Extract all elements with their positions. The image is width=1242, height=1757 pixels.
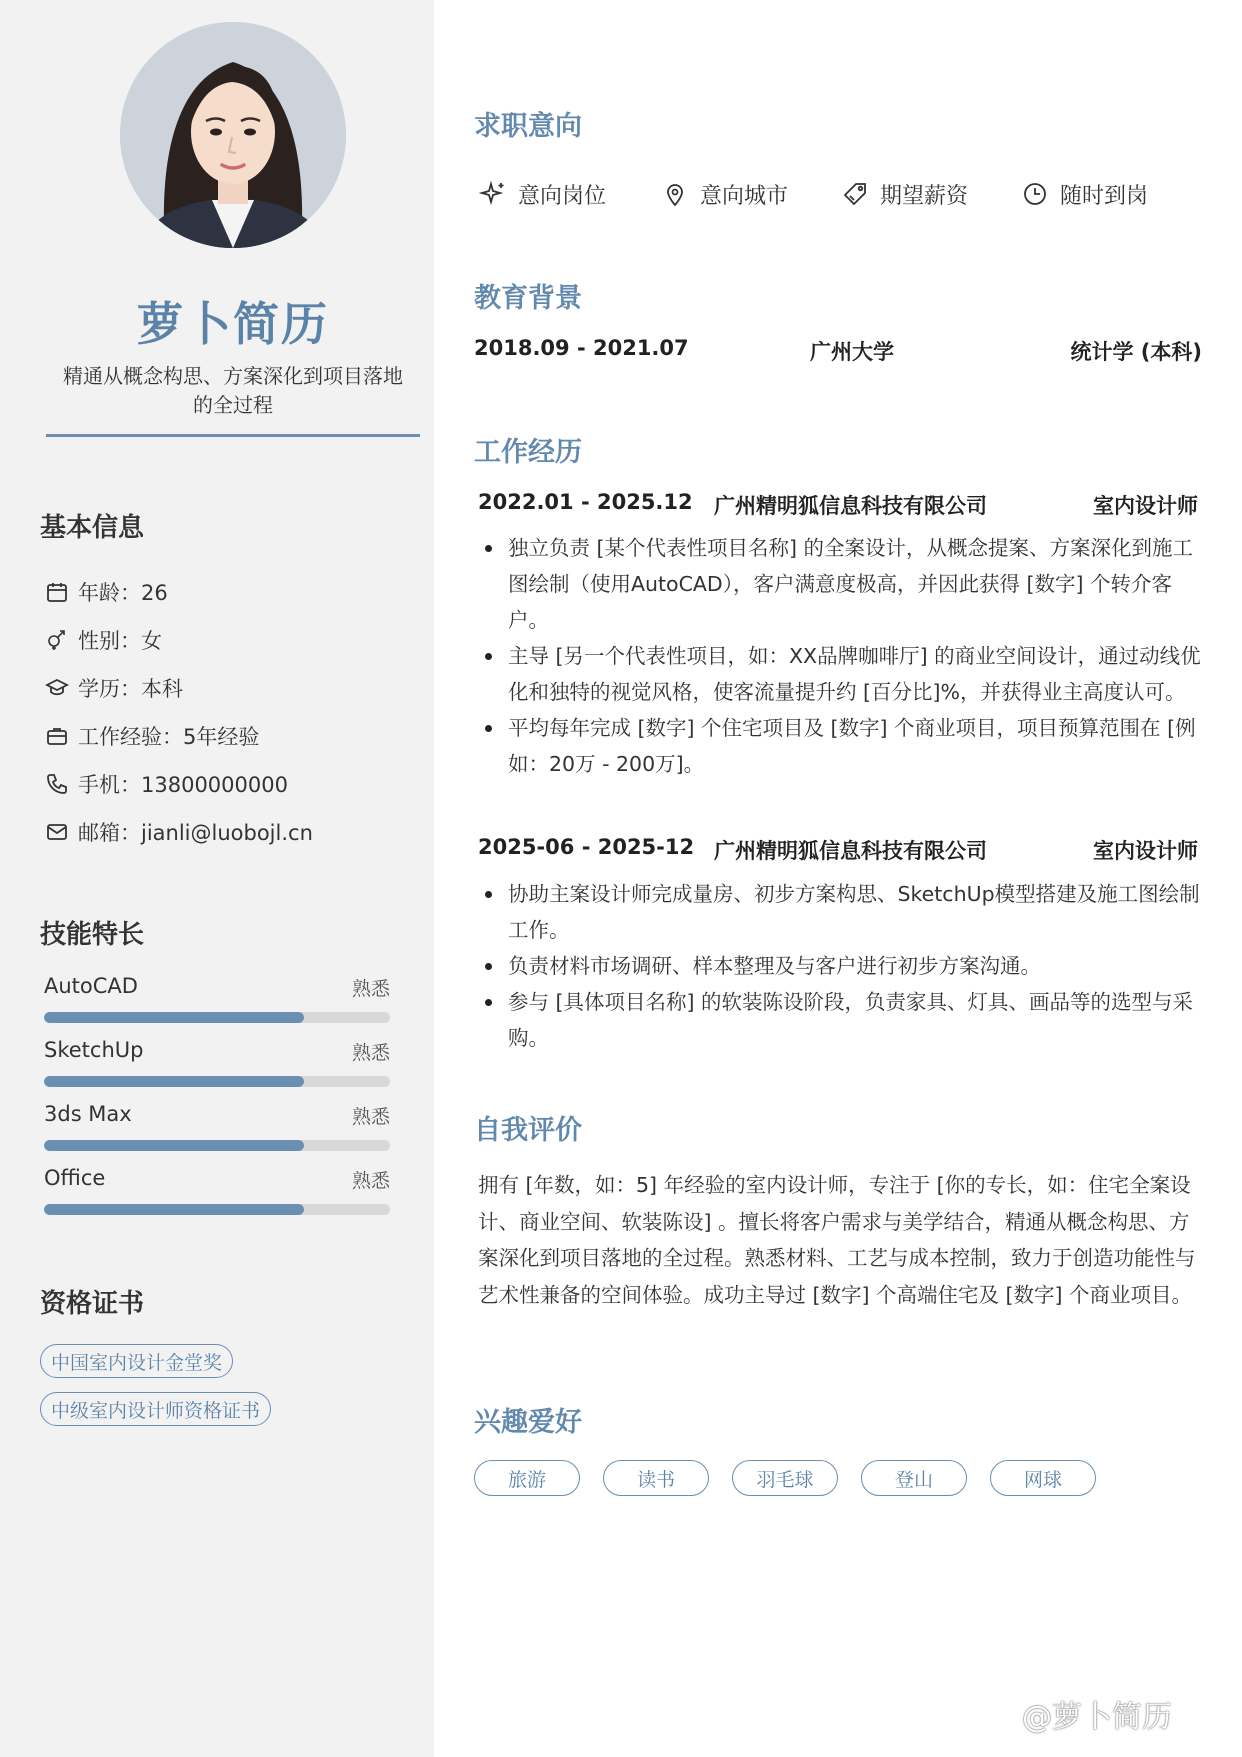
self-evaluation-text: 拥有 [年数，如：5] 年经验的室内设计师，专注于 [你的专长，如：住宅全案设计、商业空间、软装陈设] 。擅长将客户需求与美学结合，精通从概念构思、方案深化到项目落地的全过程。熟悉材料、工艺与成本控制，致力于创造功能性与艺术性兼备的空间体验。成功主导过 [数字] 个高端住宅及 [数字] 个商业项目。: [478, 1173, 1196, 1307]
intent-availability: [1020, 176, 1148, 212]
info-education-text: 学历：本科: [78, 677, 183, 701]
sidebar: [0, 0, 434, 1757]
avatar: [120, 22, 346, 248]
intent-city-text: 意向城市: [700, 183, 789, 209]
intent-salary: [840, 176, 968, 212]
certificate-badge: 中级室内设计师资格证书: [40, 1392, 271, 1426]
skill-name: 3ds Max: [44, 1102, 132, 1126]
skill-name: AutoCAD: [44, 974, 138, 998]
info-age: [44, 568, 424, 616]
work-title: 工作经历: [474, 437, 582, 468]
skill-bar-fill: [44, 1076, 304, 1087]
job-period: 2025-06 - 2025-12: [478, 835, 695, 859]
skill-bar-fill: [44, 1204, 304, 1215]
mail-icon: [44, 819, 70, 845]
gender-icon: [44, 627, 70, 653]
info-email: [44, 808, 424, 856]
intent-city: [660, 176, 788, 212]
certificates-title: 资格证书: [40, 1289, 145, 1319]
hobby-tag: 羽毛球: [732, 1460, 838, 1496]
list-item: 平均每年完成 [数字] 个住宅项目及 [数字] 个商业项目，项目预算范围在 [例如：20万 - 200万]。: [478, 710, 1202, 782]
hobbies-title: 兴趣爱好: [474, 1407, 582, 1438]
skill-office: [44, 1166, 390, 1215]
list-item: 协助主案设计师完成量房、初步方案构思、SketchUp模型搭建及施工图绘制工作。: [478, 876, 1202, 948]
candidate-name: 萝卜简历: [137, 297, 329, 351]
info-age-text: 年龄：26: [78, 581, 168, 605]
job-intent-title: 求职意向: [474, 111, 582, 142]
info-email-text: 邮箱：jianli@luobojl.cn: [78, 821, 313, 845]
job-header: [478, 835, 1198, 865]
list-item: 参与 [具体项目名称] 的软装陈设阶段，负责家具、灯具、画品等的选型与采购。: [478, 984, 1202, 1056]
skill-bar-fill: [44, 1140, 304, 1151]
skill-autocad: [44, 974, 390, 1023]
briefcase-icon: [44, 723, 70, 749]
education-school: 广州大学: [810, 340, 894, 364]
intent-availability-text: 随时到岗: [1060, 183, 1149, 209]
education-major: 统计学 (本科): [1070, 340, 1202, 364]
skill-level: 熟悉: [351, 1042, 390, 1064]
certificate-badge: 中国室内设计金堂奖: [40, 1344, 233, 1378]
job-period: 2022.01 - 2025.12: [478, 490, 693, 514]
skill-bar-track: [44, 1076, 390, 1087]
list-item: 独立负责 [某个代表性项目名称] 的全案设计，从概念提案、方案深化到施工图绘制（使用AutoCAD），客户满意度极高，并因此获得 [数字] 个转介客户。: [478, 530, 1202, 638]
job-company: 广州精明狐信息科技有限公司: [714, 494, 987, 518]
job-company: 广州精明狐信息科技有限公司: [714, 839, 987, 863]
list-item: 主导 [另一个代表性项目，如：XX品牌咖啡厅] 的商业空间设计，通过动线优化和独特的视觉风格，使客流量提升约 [百分比]%，并获得业主高度认可。: [478, 638, 1202, 710]
basic-info-list: [44, 568, 424, 856]
clock-icon: [1020, 179, 1050, 209]
skill-level: 熟悉: [351, 1170, 390, 1192]
portrait-photo: [120, 22, 346, 248]
hobby-tag: 登山: [861, 1460, 967, 1496]
skill-name: Office: [44, 1166, 106, 1190]
info-gender-text: 性别：女: [78, 629, 162, 653]
hobby-tag: 网球: [990, 1460, 1096, 1496]
calendar-icon: [44, 579, 70, 605]
skill-level: 熟悉: [351, 978, 390, 1000]
info-phone-text: 手机：13800000000: [78, 773, 288, 797]
skill-bar-track: [44, 1204, 390, 1215]
info-experience: [44, 712, 424, 760]
skill-bar-track: [44, 1012, 390, 1023]
location-pin-icon: [660, 179, 690, 209]
info-experience-text: 工作经验：5年经验: [78, 725, 260, 749]
job-role: 室内设计师: [1093, 839, 1198, 863]
skills-title: 技能特长: [40, 920, 145, 950]
hobby-tag: 读书: [603, 1460, 709, 1496]
job-bullets: [478, 530, 1202, 782]
info-education: [44, 664, 424, 712]
skill-sketchup: [44, 1038, 390, 1087]
graduation-cap-icon: [44, 675, 70, 701]
candidate-tagline: 精通从概念构思、方案深化到项目落地的全过程: [63, 364, 403, 417]
price-tag-icon: [840, 179, 870, 209]
skill-bar-track: [44, 1140, 390, 1151]
education-row: [474, 336, 1202, 368]
info-phone: [44, 760, 424, 808]
job-header: [478, 490, 1198, 520]
intent-position: [478, 176, 606, 212]
watermark: @萝卜简历: [1022, 1700, 1172, 1735]
skill-3dsmax: [44, 1102, 390, 1151]
education-title: 教育背景: [474, 283, 582, 314]
list-item: 负责材料市场调研、样本整理及与客户进行初步方案沟通。: [478, 948, 1202, 984]
job-role: 室内设计师: [1093, 494, 1198, 518]
phone-icon: [44, 771, 70, 797]
education-period: 2018.09 - 2021.07: [474, 336, 689, 360]
info-gender: [44, 616, 424, 664]
hobby-tag: 旅游: [474, 1460, 580, 1496]
skill-name: SketchUp: [44, 1038, 144, 1062]
skill-level: 熟悉: [351, 1106, 390, 1128]
intent-salary-text: 期望薪资: [880, 183, 969, 209]
skill-bar-fill: [44, 1012, 304, 1023]
job-bullets: [478, 876, 1202, 1056]
sparkle-icon: [478, 179, 508, 209]
basic-info-title: 基本信息: [40, 513, 145, 543]
intent-position-text: 意向岗位: [518, 183, 607, 209]
self-evaluation-title: 自我评价: [474, 1115, 582, 1146]
sidebar-divider: [46, 434, 420, 437]
